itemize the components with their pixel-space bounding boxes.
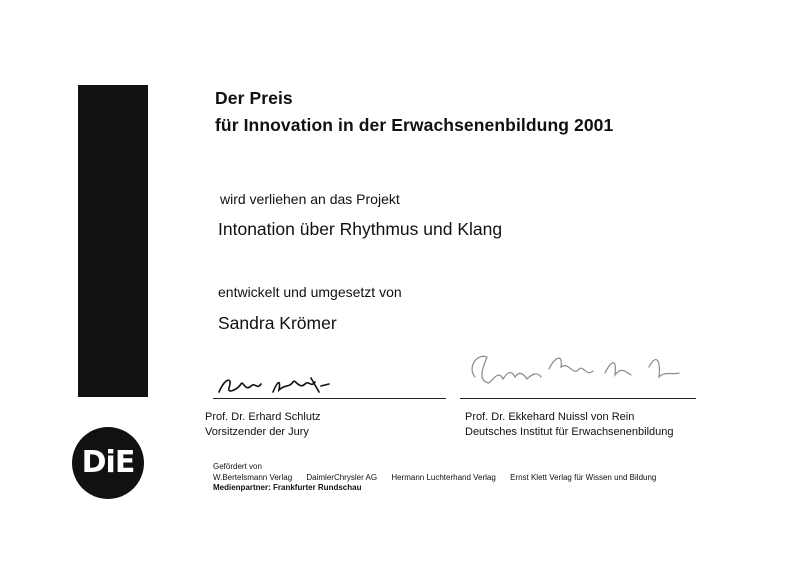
signature-line-left (213, 398, 446, 399)
project-name: Intonation über Rhythmus und Klang (218, 219, 503, 239)
signer-left-name: Prof. Dr. Erhard Schlutz (205, 411, 321, 423)
sponsors-block (213, 462, 668, 494)
media-partner: Medienpartner: Frankfurter Rundschau (213, 483, 362, 492)
sponsors-label: Gefördert von (213, 462, 262, 471)
author-name: Sandra Krömer (218, 313, 337, 333)
sponsor-item: DaimlerChrysler AG (306, 472, 378, 482)
certificate-title-line1: Der Preis (215, 88, 293, 108)
sponsors-list (213, 473, 668, 484)
signer-left (205, 410, 321, 440)
signer-right-role: Deutsches Institut für Erwachsenenbildung (465, 426, 674, 438)
decorative-black-bar (78, 85, 148, 397)
signature-left (215, 372, 345, 400)
signature-line-right (460, 398, 696, 399)
signer-left-role: Vorsitzender der Jury (205, 426, 309, 438)
signer-right (465, 410, 674, 440)
certificate-title-line2: für Innovation in der Erwachsenenbildung 2001 (215, 115, 614, 135)
die-logo (72, 427, 144, 499)
signer-right-name: Prof. Dr. Ekkehard Nuissl von Rein (465, 411, 635, 423)
sponsor-item: Hermann Luchterhand Verlag (391, 472, 496, 482)
sponsor-item: W.Bertelsmann Verlag (213, 472, 293, 482)
die-logo-text: DiE (81, 445, 135, 480)
sponsor-item: Ernst Klett Verlag für Wissen und Bildung (510, 472, 657, 482)
awarded-text: wird verliehen an das Projekt (220, 191, 400, 207)
signature-right (465, 347, 690, 397)
developed-text: entwickelt und umgesetzt von (218, 284, 402, 300)
